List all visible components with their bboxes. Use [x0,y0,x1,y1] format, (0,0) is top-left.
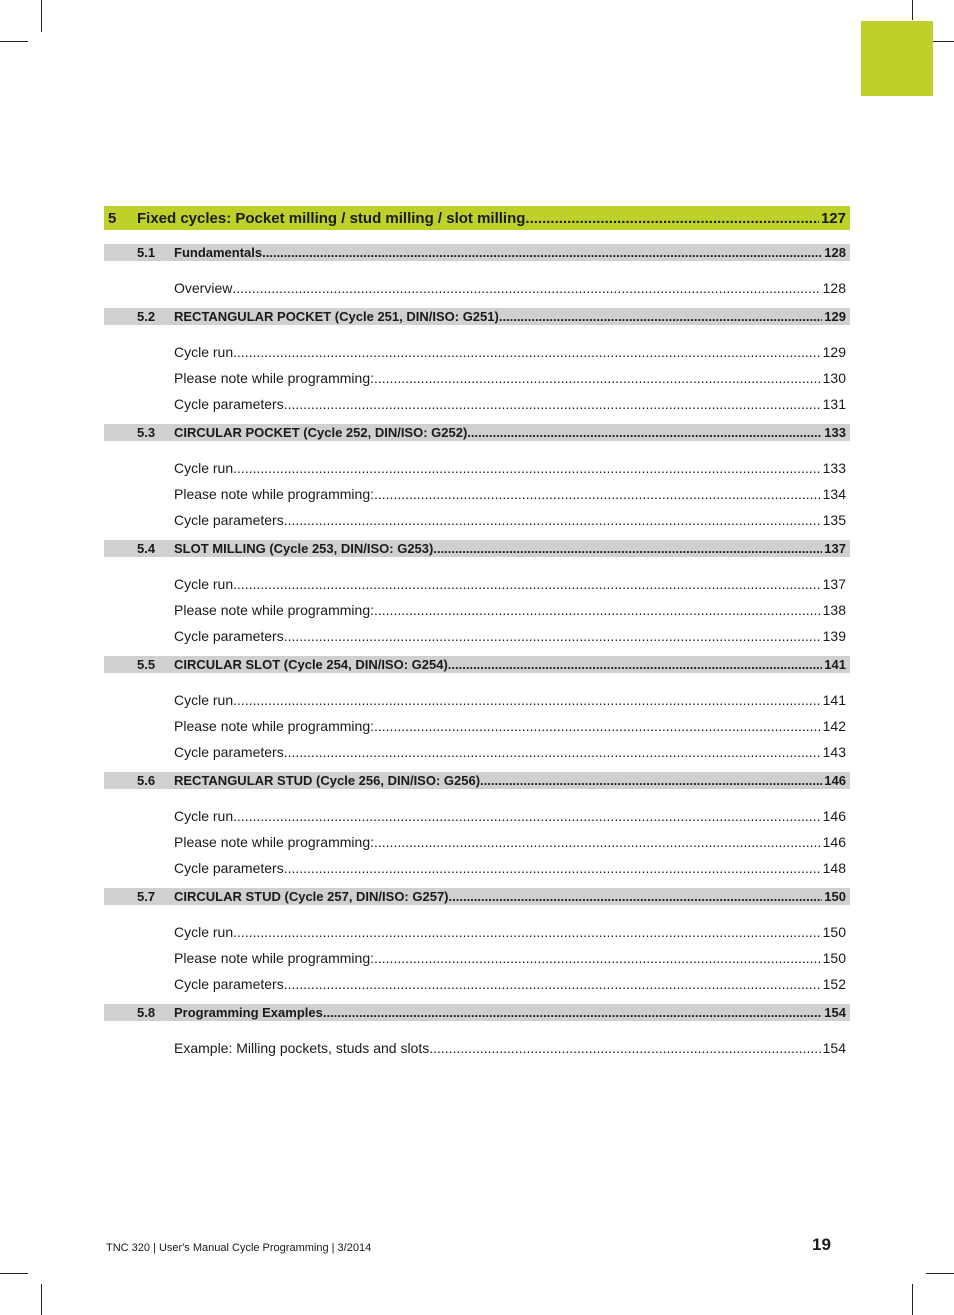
entry-page: 143 [822,744,846,760]
toc-entry[interactable] [104,512,850,538]
entry-title-wrap [174,834,821,850]
toc-entry[interactable] [104,808,850,834]
entry-page: 142 [822,718,846,734]
dot-leader [374,718,821,734]
entry-title: Cycle run [174,344,234,360]
entry-title: Please note while programming: [174,718,374,734]
entry-title-wrap [174,486,821,502]
chapter-heading[interactable] [104,206,850,230]
entry-title-wrap [174,924,821,940]
dot-leader [449,889,823,904]
entry-title-wrap [174,808,821,824]
crop-mark [912,1284,913,1315]
crop-mark [41,0,42,32]
entry-title: Cycle run [174,924,234,940]
section-number: 5.6 [137,773,156,788]
dot-leader [284,744,821,760]
entry-page: 154 [822,1040,846,1056]
dot-leader [323,1005,822,1020]
crop-mark [926,1273,954,1274]
dot-leader [429,1040,820,1056]
toc-entry[interactable] [104,744,850,770]
section-number: 5.1 [137,245,156,260]
crop-mark [933,41,954,42]
chapter-page: 127 [820,209,846,227]
page-number: 19 [812,1235,831,1254]
toc-entry[interactable] [104,924,850,950]
entry-title: Cycle run [174,576,234,592]
dot-leader [499,309,822,324]
entry-page: 134 [822,486,846,502]
toc-entry[interactable] [104,460,850,486]
entry-page: 131 [822,396,846,412]
entry-title-wrap [174,860,821,876]
entry-title: Cycle parameters [174,744,284,760]
toc-entry[interactable] [104,602,850,628]
chapter-title: Fixed cycles: Pocket milling / stud milling / slot milling [137,209,526,227]
section-page: 133 [824,425,846,440]
entry-page: 133 [822,460,846,476]
dot-leader [525,210,819,227]
section-heading[interactable] [104,244,850,261]
dot-leader [374,834,821,850]
toc-entry[interactable] [104,834,850,860]
dot-leader [374,950,821,966]
entry-title: Please note while programming: [174,486,374,502]
entry-title-wrap [174,576,821,592]
dot-leader [284,860,821,876]
entry-title-wrap [174,280,821,296]
entry-title-wrap [174,1040,821,1056]
entry-title: Example: Milling pockets, studs and slots [174,1040,430,1056]
section-title: Fundamentals [174,245,263,260]
section-heading[interactable] [104,656,850,673]
toc-entry[interactable] [104,486,850,512]
entry-title-wrap [174,950,821,966]
section-title: RECTANGULAR POCKET (Cycle 251, DIN/ISO: G251) [174,309,499,324]
section-page: 154 [824,1005,846,1020]
dot-leader [467,425,822,440]
dot-leader [233,576,821,592]
entry-title: Cycle run [174,808,234,824]
section-heading[interactable] [104,888,850,905]
crop-mark [41,1284,42,1315]
entry-list [104,344,850,422]
entry-title-wrap [174,602,821,618]
section-number: 5.4 [137,541,156,556]
dot-leader [480,773,822,788]
crop-mark [912,0,913,20]
section-number: 5.8 [137,1005,156,1020]
entry-title: Please note while programming: [174,370,374,386]
entry-page: 129 [822,344,846,360]
dot-leader [233,460,821,476]
dot-leader [233,692,821,708]
entry-title: Please note while programming: [174,950,374,966]
entry-title: Please note while programming: [174,602,374,618]
entry-title-wrap [174,976,821,992]
entry-page: 128 [822,280,846,296]
section-number: 5.2 [137,309,156,324]
section-title-wrap [174,425,822,440]
section-heading[interactable] [104,308,850,325]
section-number: 5.7 [137,889,156,904]
entry-list [104,460,850,538]
entry-title: Please note while programming: [174,834,374,850]
dot-leader [284,512,821,528]
section-title-wrap [174,773,822,788]
entry-title: Cycle parameters [174,976,284,992]
entry-title-wrap [174,344,821,360]
dot-leader [448,657,823,672]
dot-leader [262,245,822,260]
chapter-thumb-tab [861,21,933,96]
section-page: 141 [824,657,846,672]
section-title-wrap [174,657,822,672]
entry-page: 150 [822,950,846,966]
dot-leader [284,628,821,644]
entry-title-wrap [174,370,821,386]
section-page: 137 [824,541,846,556]
toc-entry[interactable] [104,370,850,396]
entry-title-wrap [174,396,821,412]
entry-title-wrap [174,692,821,708]
entry-title-wrap [174,718,821,734]
section-title-wrap [174,309,822,324]
section-page: 128 [824,245,846,260]
entry-list [104,808,850,886]
entry-title-wrap [174,512,821,528]
section-number: 5.5 [137,657,156,672]
toc-entry[interactable] [104,280,850,306]
entry-title-wrap [174,460,821,476]
entry-page: 150 [822,924,846,940]
section-title-wrap [174,541,822,556]
section-heading[interactable] [104,424,850,441]
section-title: CIRCULAR SLOT (Cycle 254, DIN/ISO: G254) [174,657,448,672]
entry-page: 141 [822,692,846,708]
entry-page: 152 [822,976,846,992]
table-of-contents [104,206,850,1068]
entry-page: 146 [822,808,846,824]
toc-entry[interactable] [104,1040,850,1066]
section-title-wrap [174,1005,822,1020]
section-number: 5.3 [137,425,156,440]
section-page: 146 [824,773,846,788]
dot-leader [374,602,821,618]
entry-list [104,1040,850,1066]
sections-list [104,244,850,1066]
entry-title-wrap [174,744,821,760]
section-title: RECTANGULAR STUD (Cycle 256, DIN/ISO: G256) [174,773,481,788]
entry-page: 148 [822,860,846,876]
dot-leader [232,280,820,296]
dot-leader [284,396,821,412]
toc-entry[interactable] [104,950,850,976]
section-title: CIRCULAR STUD (Cycle 257, DIN/ISO: G257) [174,889,449,904]
chapter-title-wrap [137,210,819,227]
dot-leader [374,370,821,386]
crop-mark [0,1273,28,1274]
entry-page: 135 [822,512,846,528]
chapter-number: 5 [108,209,117,227]
entry-page: 130 [822,370,846,386]
section-page: 150 [824,889,846,904]
section-heading[interactable] [104,1004,850,1021]
section-heading[interactable] [104,772,850,789]
section-page: 129 [824,309,846,324]
entry-list [104,576,850,654]
section-heading[interactable] [104,540,850,557]
dot-leader [233,924,821,940]
entry-page: 139 [822,628,846,644]
dot-leader [284,976,821,992]
entry-title: Overview [174,280,233,296]
crop-mark [0,41,28,42]
entry-page: 138 [822,602,846,618]
footer-text: TNC 320 | User's Manual Cycle Programming | 3/2014 [106,1242,372,1254]
toc-entry[interactable] [104,976,850,1002]
entry-page: 137 [822,576,846,592]
entry-title: Cycle parameters [174,860,284,876]
toc-entry[interactable] [104,718,850,744]
dot-leader [233,344,821,360]
entry-title: Cycle parameters [174,628,284,644]
entry-list [104,692,850,770]
toc-entry[interactable] [104,344,850,370]
toc-entry[interactable] [104,396,850,422]
toc-entry[interactable] [104,692,850,718]
toc-entry[interactable] [104,628,850,654]
toc-entry[interactable] [104,576,850,602]
section-title-wrap [174,889,822,904]
section-title: CIRCULAR POCKET (Cycle 252, DIN/ISO: G252) [174,425,468,440]
entry-title: Cycle run [174,692,234,708]
toc-entry[interactable] [104,860,850,886]
dot-leader [433,541,822,556]
section-title: SLOT MILLING (Cycle 253, DIN/ISO: G253) [174,541,434,556]
dot-leader [374,486,821,502]
entry-title: Cycle parameters [174,396,284,412]
entry-title-wrap [174,628,821,644]
entry-title: Cycle parameters [174,512,284,528]
entry-list [104,924,850,1002]
dot-leader [233,808,821,824]
entry-page: 146 [822,834,846,850]
section-title-wrap [174,245,822,260]
entry-title: Cycle run [174,460,234,476]
section-title: Programming Examples [174,1005,323,1020]
entry-list [104,280,850,306]
